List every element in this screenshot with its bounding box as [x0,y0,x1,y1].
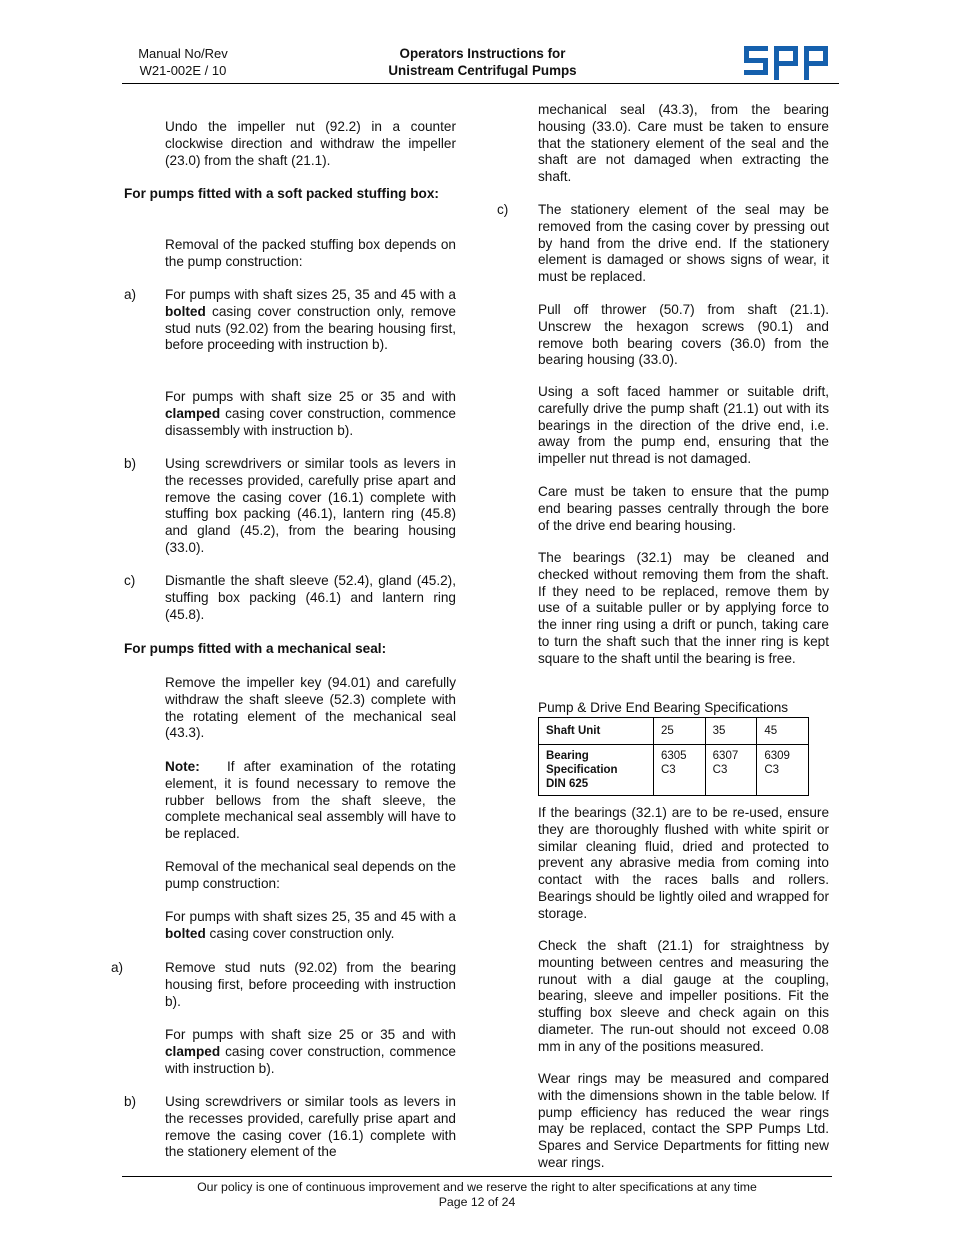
list-label: c) [497,202,509,217]
paragraph: If the bearings (32.1) are to be re-used, ensure they are thoroughly flushed with white spirit or similar cleaning fluid, dried and protected to prevent any abrasive media from coming into contact with the races balls and rollers. Bearings should be lightly oiled and wrapped for storage. [538,805,829,921]
paragraph: Check the shaft (21.1) for straightness by mounting between centres and measuring the runout with a dial gauge at the coupling, bearing, sleeve and impeller positions. Fit the stuffing box sleeve and check again on this diameter. The run-out should not exceed 0.08 mm in any of the positions measured. [538,938,829,1054]
section-heading: For pumps fitted with a soft packed stuffing box: [124,186,439,201]
table-row [539,745,809,796]
document-title [340,45,625,79]
paragraph: The bearings (32.1) may be cleaned and checked without removing them from the shaft. If they need to be replaced, remove them by use of a suitable puller or by applying force to the inner ring using a drift or punch, taking care to turn the shaft such that the inner ring is kept square to the shaft until the bearing is free. [538,550,829,666]
title-line-2: Unistream Centrifugal Pumps [388,63,577,78]
footer-rule [122,1176,832,1177]
note-paragraph: Note: If after examination of the rotating element, it is found necessary to remove the rubber bellows from the shaft sleeve, the complete mechanical seal assembly will have to be replaced. [165,759,456,842]
list-item-text: The stationery element of the seal may be removed from the casing cover by pressing out by hand from the drive end. If the stationery element is damaged or shows signs of wear, it must be replaced. [538,202,829,285]
table-caption: Pump & Drive End Bearing Specifications [538,700,789,715]
list-label: c) [124,573,136,588]
list-label: a) [111,960,124,975]
page-footer [122,1180,832,1210]
paragraph: Remove the impeller key (94.01) and carefully withdraw the shaft sleeve (52.3) complete with the rotating element of the mechanical seal (43.3). [165,675,456,741]
paragraph: Pull off thrower (50.7) from shaft (21.1). Unscrew the hexagon screws (90.1) and remove both bearing covers (36.0) from the bearing housing (33.0). [538,302,829,368]
manual-number: W21-002E / 10 [139,63,227,78]
note-label: Note: [165,759,200,774]
table-cell: 6307 C3 [705,745,757,796]
list-item-text: Using screwdrivers or similar tools as levers in the recesses provided, carefully prise apart and remove the casing cover (16.1) complete with stuffing box packing (46.1), lantern ring (45.8) and gland (45.2), from the bearing housing (33.0). [165,456,456,555]
table-header-cell: 25 [654,718,706,745]
paragraph: For pumps with shaft size 25 or 35 and with clamped casing cover construction, commence with instruction b). [165,1027,456,1076]
manual-label: Manual No/Rev [138,46,228,61]
manual-number-block [118,45,248,79]
bearing-spec-table [538,717,809,796]
table-row [539,718,809,745]
paragraph: Removal of the packed stuffing box depends on the pump construction: [165,237,456,269]
paragraph: Using a soft faced hammer or suitable drift, carefully drive the pump shaft (21.1) out with its bearings in the direction of the drive end, i.e. away from the pump end, ensuring that the impeller nut thread is not damaged. [538,384,829,467]
title-line-1: Operators Instructions for [399,46,566,61]
table-cell: 6309 C3 [757,745,809,796]
paragraph: mechanical seal (43.3), from the bearing housing (33.0). Care must be taken to ensure that the stationery element of the seal and the shaft are not damaged when extracting the shaft. [538,102,829,185]
spp-logo [744,46,828,80]
table-header-cell: 35 [705,718,757,745]
table-header-cell: 45 [757,718,809,745]
list-item-text: For pumps with shaft sizes 25, 35 and 45 with a bolted casing cover construction only, remove stud nuts (92.02) from the bearing housing first, before proceeding with instruction b). [165,287,456,353]
table-row-label: Bearing Specification DIN 625 [539,745,654,796]
paragraph: For pumps with shaft sizes 25, 35 and 45 with a bolted casing cover construction only. [165,909,456,941]
paragraph: Wear rings may be measured and compared with the dimensions shown in the table below. If pump efficiency has reduced the wear rings may be replaced, contact the SPP Pumps Ltd. Spares and Service Departments for fitting new wear rings. [538,1071,829,1170]
policy-statement: Our policy is one of continuous improvement and we reserve the right to alter specifications at any time [197,1180,757,1194]
header-rule [122,83,839,84]
list-item-text: Remove stud nuts (92.02) from the bearing housing first, before proceeding with instruction b). [165,960,456,1009]
list-item-text: Dismantle the shaft sleeve (52.4), gland (45.2), stuffing box packing (46.1) and lantern ring (45.8). [165,573,456,622]
section-heading: For pumps fitted with a mechanical seal: [124,641,387,656]
list-label: b) [124,456,137,471]
paragraph: Undo the impeller nut (92.2) in a counter clockwise direction and withdraw the impeller (23.0) from the shaft (21.1). [165,119,456,168]
paragraph: For pumps with shaft size 25 or 35 and with clamped casing cover construction, commence disassembly with instruction b). [165,389,456,438]
page-number: Page 12 of 24 [438,1195,516,1209]
list-label: b) [124,1094,137,1109]
list-label: a) [124,287,137,302]
paragraph: Removal of the mechanical seal depends on the pump construction: [165,859,456,891]
list-item-text: Using screwdrivers or similar tools as levers in the recesses provided, carefully prise apart and remove the casing cover (16.1) complete with the stationery element of the [165,1094,456,1160]
table-cell: 6305 C3 [654,745,706,796]
table-header-cell: Shaft Unit [539,718,654,745]
paragraph: Care must be taken to ensure that the pump end bearing passes centrally through the bore of the drive end bearing housing. [538,484,829,533]
